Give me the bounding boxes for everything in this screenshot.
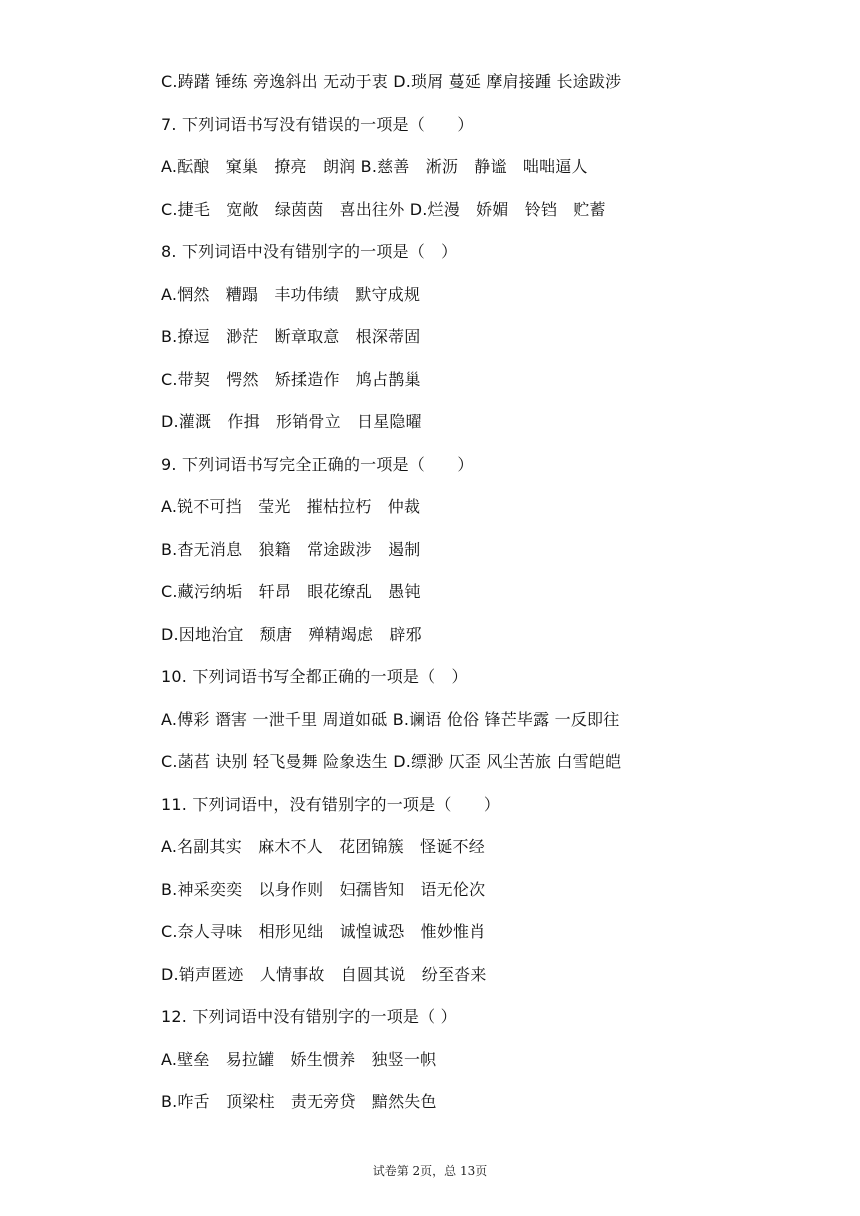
question-7-options-ab: A.酝酿 窠巢 撩亮 朗润 B.慈善 淅沥 静谧 咄咄逼人 [161,157,588,176]
question-7-stem: 7. 下列词语书写没有错误的一项是（ ） [161,115,474,134]
question-11-option-a: A.名副其实 麻木不人 花团锦簇 怪诞不经 [161,837,485,856]
question-9-option-d: D.因地治宜 颓唐 殚精竭虑 辟邪 [161,625,422,644]
question-10-options-cd: C.菡萏 诀别 轻飞曼舞 险象迭生 D.缥渺 仄歪 风尘苦旅 白雪皑皑 [161,752,622,771]
question-11-option-d: D.销声匿迹 人情事故 自圆其说 纷至沓来 [161,965,487,984]
question-7-options-cd: C.捷毛 宽敞 绿茵茵 喜出往外 D.烂漫 娇媚 铃铛 贮蓄 [161,200,606,219]
question-8-option-d: D.灌溉 作揖 形销骨立 日星隐曜 [161,412,422,431]
question-11-option-b: B.神采奕奕 以身作则 妇孺皆知 语无伦次 [161,880,486,899]
question-9-option-a: A.锐不可挡 莹光 摧枯拉朽 仲裁 [161,497,421,516]
question-6-options-cd: C.踌躇 锤练 旁逸斜出 无动于衷 D.琐屑 蔓延 摩肩接踵 长途跋涉 [161,72,622,91]
question-9-option-b: B.杳无消息 狼籍 常途跋涉 遏制 [161,540,421,559]
question-10-stem: 10. 下列词语书写全都正确的一项是（ ） [161,667,468,686]
question-11-stem: 11. 下列词语中，没有错别字的一项是（ ） [161,795,501,814]
question-9-option-c: C.藏污纳垢 轩昂 眼花缭乱 愚钝 [161,582,421,601]
question-8-stem: 8. 下列词语中没有错别字的一项是（ ） [161,242,458,261]
question-12-option-b: B.咋舌 顶梁柱 责无旁贷 黯然失色 [161,1092,437,1111]
question-12-option-a: A.壁垒 易拉罐 娇生惯养 独竖一帜 [161,1050,437,1069]
question-8-option-b: B.撩逗 渺茫 断章取意 根深蒂固 [161,327,421,346]
question-9-stem: 9. 下列词语书写完全正确的一项是（ ） [161,455,474,474]
question-11-option-c: C.奈人寻味 相形见绌 诚惶诚恐 惟妙惟肖 [161,922,486,941]
page-footer: 试卷第 2页，总 13页 [372,1164,488,1178]
question-12-stem: 12. 下列词语中没有错别字的一项是（ ） [161,1007,457,1026]
question-10-options-ab: A.傅彩 谮害 一泄千里 周道如砥 B.谰语 伧俗 锋芒毕露 一反即往 [161,710,620,729]
question-8-option-c: C.带契 愕然 矫揉造作 鸠占鹊巢 [161,370,421,389]
question-8-option-a: A.惘然 糟蹋 丰功伟绩 默守成规 [161,285,421,304]
